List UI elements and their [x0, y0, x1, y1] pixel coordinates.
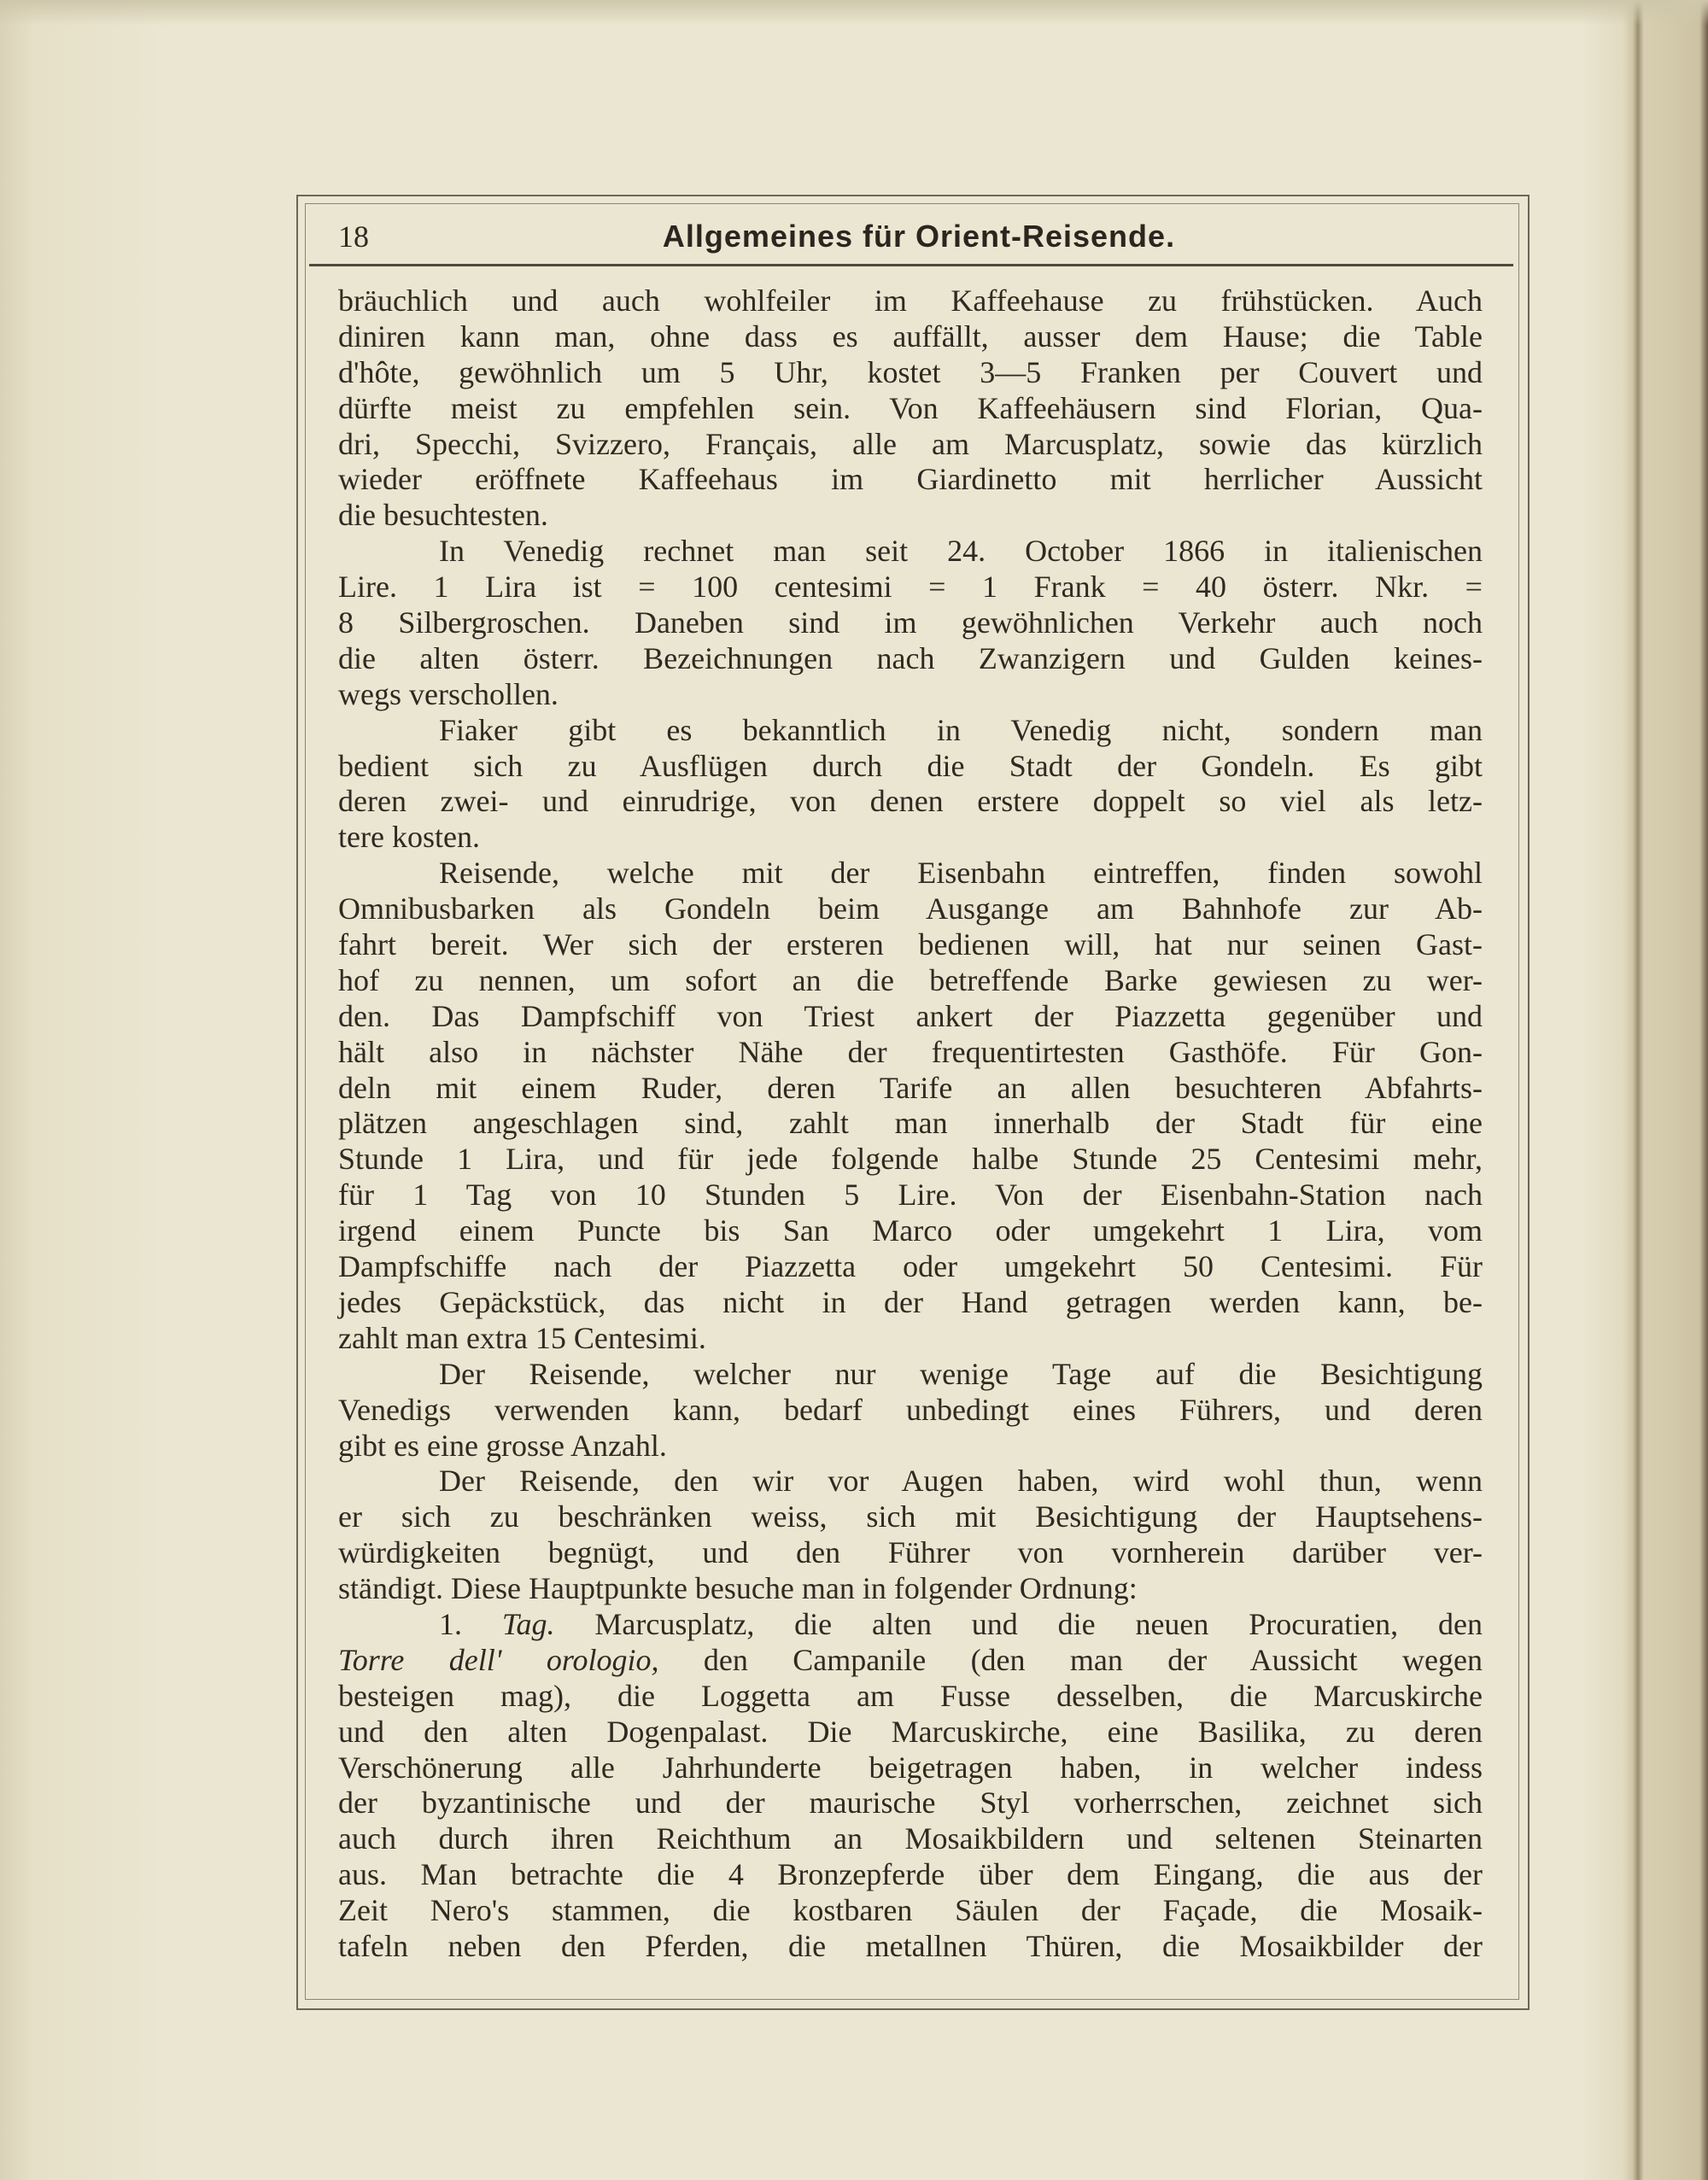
text-line: Der Reisende, den wir vor Augen haben, wird wohl thun, wenn — [439, 1464, 1483, 1499]
text-segment: 1. — [439, 1606, 502, 1641]
text-line: die alten österr. Bezeichnungen nach Zwanzigern und Gulden keines- — [338, 640, 1483, 675]
text-line: hof zu nennen, um sofort an die betreffende Barke gewiesen zu wer- — [338, 962, 1483, 997]
text-line: tere kosten. — [338, 820, 480, 855]
body-text — [338, 283, 1483, 1965]
text-line: er sich zu beschränken weiss, sich mit Besichtigung der Hauptsehens- — [338, 1499, 1483, 1534]
text-line: würdigkeiten begnügt, und den Führer von vornherein darüber ver- — [338, 1535, 1483, 1570]
header-rule — [309, 264, 1513, 266]
text-line: Fiaker gibt es bekanntlich in Venedig nicht, sondern man — [439, 712, 1483, 747]
text-line: gibt es eine grosse Anzahl. — [338, 1428, 667, 1463]
text-line: zahlt man extra 15 Centesimi. — [338, 1320, 706, 1355]
text-line: d'hôte, gewöhnlich um 5 Uhr, kostet 3—5 Franken per Couvert und — [338, 354, 1483, 389]
text-line: Reisende, welche mit der Eisenbahn eintreffen, finden sowohl — [439, 856, 1483, 891]
page-number: 18 — [338, 219, 369, 254]
italic-text: Torre dell' orologio, — [338, 1642, 659, 1677]
text-line: Stunde 1 Lira, und für jede folgende halbe Stunde 25 Centesimi mehr, — [338, 1142, 1483, 1177]
running-header — [338, 219, 1500, 260]
text-line: besteigen mag), die Loggetta am Fusse desselben, die Marcuskirche — [338, 1678, 1483, 1713]
text-line — [338, 1643, 1483, 1679]
page-top-shadow — [0, 0, 1708, 26]
text-line: den. Das Dampfschiff von Triest ankert der Piazzetta gegenüber und — [338, 998, 1483, 1033]
text-line: Dampfschiffe nach der Piazzetta oder umgekehrt 50 Centesimi. Für — [338, 1249, 1483, 1284]
text-line: ständigt. Diese Hauptpunkte besuche man in folgender Ordnung: — [338, 1571, 1138, 1606]
text-line: hält also in nächster Nähe der frequentirtesten Gasthöfe. Für Gon- — [338, 1034, 1483, 1069]
text-line: Venedigs verwenden kann, bedarf unbedingt eines Führers, und deren — [338, 1392, 1483, 1427]
text-line: Omnibusbarken als Gondeln beim Ausgange am Bahnhofe zur Ab- — [338, 891, 1483, 926]
text-line: wieder eröffnete Kaffeehaus im Giardinetto mit herrlicher Aussicht — [338, 462, 1483, 497]
text-line: Der Reisende, welcher nur wenige Tage auf die Besichtigung — [439, 1356, 1483, 1391]
text-line: jedes Gepäckstück, das nicht in der Hand getragen werden kann, be- — [338, 1284, 1483, 1319]
text-line: die besuchtesten. — [338, 498, 548, 533]
text-segment: Marcusplatz, die alten und die neuen Procuratien, den — [554, 1606, 1483, 1641]
text-line: diniren kann man, ohne dass es auffällt, ausser dem Hause; die Table — [338, 319, 1483, 354]
text-segment: den Campanile (den man der Aussicht wegen — [658, 1642, 1483, 1677]
text-line: Zeit Nero's stammen, die kostbaren Säulen der Façade, die Mosaik- — [338, 1893, 1483, 1928]
running-title: Allgemeines für Orient-Reisende. — [662, 219, 1176, 254]
text-line: Lire. 1 Lira ist = 100 centesimi = 1 Frank = 40 österr. Nkr. = — [338, 570, 1483, 605]
text-line: 8 Silbergroschen. Daneben sind im gewöhnlichen Verkehr auch noch — [338, 605, 1483, 640]
text-line: dri, Specchi, Svizzero, Français, alle am Marcusplatz, sowie das kürzlich — [338, 426, 1483, 461]
text-line: fahrt bereit. Wer sich der ersteren bedienen will, hat nur seinen Gast- — [338, 927, 1483, 962]
text-line: irgend einem Puncte bis San Marco oder umgekehrt 1 Lira, vom — [338, 1213, 1483, 1248]
text-line: Verschönerung alle Jahrhunderte beigetragen haben, in welcher indess — [338, 1750, 1483, 1785]
text-line: bedient sich zu Ausflügen durch die Stadt der Gondeln. Es gibt — [338, 748, 1483, 783]
text-line: tafeln neben den Pferden, die metallnen Thüren, die Mosaikbilder der — [338, 1928, 1483, 1963]
text-line: deren zwei- und einrudrige, von denen erstere doppelt so viel als letz- — [338, 784, 1483, 819]
text-line: für 1 Tag von 10 Stunden 5 Lire. Von der Eisenbahn-Station nach — [338, 1178, 1483, 1213]
text-line: aus. Man betrachte die 4 Bronzepferde über dem Eingang, die aus der — [338, 1857, 1483, 1892]
text-line: bräuchlich und auch wohlfeiler im Kaffeehause zu frühstücken. Auch — [338, 283, 1483, 318]
text-line — [338, 1607, 1483, 1643]
text-line: In Venedig rechnet man seit 24. October 1866 in italienischen — [439, 534, 1483, 569]
text-line: wegs verschollen. — [338, 676, 559, 711]
text-line: plätzen angeschlagen sind, zahlt man innerhalb der Stadt für eine — [338, 1106, 1483, 1141]
text-line: dürfte meist zu empfehlen sein. Von Kaffeehäusern sind Florian, Qua- — [338, 390, 1483, 425]
italic-text: Tag. — [501, 1606, 555, 1641]
text-line: und den alten Dogenpalast. Die Marcuskirche, eine Basilika, zu deren — [338, 1714, 1483, 1749]
text-line: auch durch ihren Reichthum an Mosaikbildern und seltenen Steinarten — [338, 1821, 1483, 1856]
text-line: deln mit einem Ruder, deren Tarife an allen besuchteren Abfahrts- — [338, 1070, 1483, 1105]
text-line: der byzantinische und der maurische Styl vorherrschen, zeichnet sich — [338, 1785, 1483, 1821]
